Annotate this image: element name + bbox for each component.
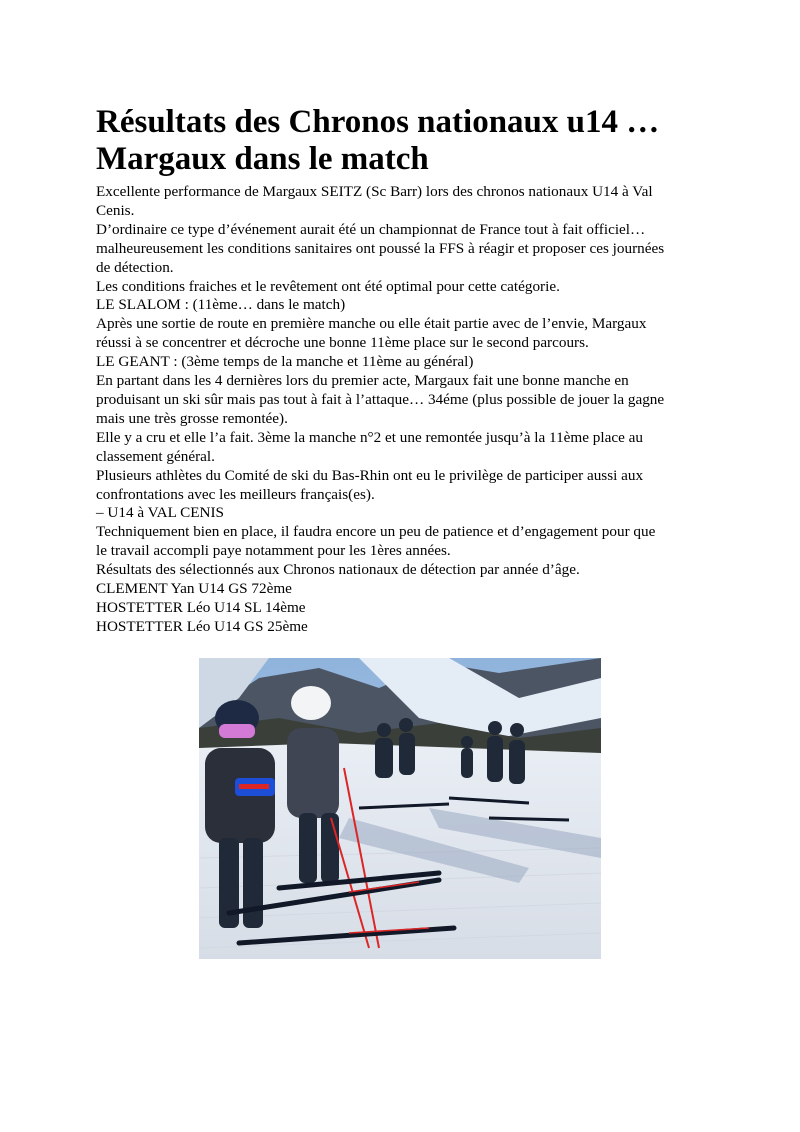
body-line: le travail accompli paye notamment pour les 1ères années. xyxy=(96,542,451,560)
body-line: Après une sortie de route en première manche ou elle était partie avec de l’envie, Margaux xyxy=(96,315,647,333)
body-line: LE SLALOM : (11ème… dans le match) xyxy=(96,296,346,314)
body-line: réussi à se concentrer et décroche une bonne 11ème place sur le second parcours. xyxy=(96,334,589,352)
body-line: de détection. xyxy=(96,258,174,276)
body-line: Cenis. xyxy=(96,201,135,219)
body-line: En partant dans les 4 dernières lors du premier acte, Margaux fait une bonne manche en xyxy=(96,372,629,390)
body-line: mais une très grosse remontée). xyxy=(96,409,288,427)
body-line: classement général. xyxy=(96,447,215,465)
body-line: LE GEANT : (3ème temps de la manche et 11ème au général) xyxy=(96,353,474,371)
body-line: malheureusement les conditions sanitaires ont poussé la FFS à réagir et proposer ces journées xyxy=(96,239,665,257)
body-line: HOSTETTER Léo U14 GS 25ème xyxy=(96,617,308,635)
body-line: Les conditions fraiches et le revêtement ont été optimal pour cette catégorie. xyxy=(96,277,560,295)
body-line: – U14 à VAL CENIS xyxy=(96,504,224,522)
ski-team-photo-illustration xyxy=(199,658,601,959)
body-line: D’ordinaire ce type d’événement aurait été un championnat de France tout à fait officiel… xyxy=(96,220,646,238)
article-title-line-2: Margaux dans le match xyxy=(96,141,429,177)
ski-team-photo xyxy=(199,658,601,959)
body-line: Résultats des sélectionnés aux Chronos nationaux de détection par année d’âge. xyxy=(96,561,580,579)
body-line: HOSTETTER Léo U14 SL 14ème xyxy=(96,598,306,616)
body-line: Elle y a cru et elle l’a fait. 3ème la manche n°2 et une remontée jusqu’à la 11ème place au xyxy=(96,428,643,446)
body-line: confrontations avec les meilleurs français(es). xyxy=(96,485,375,503)
body-line: produisant un ski sûr mais pas tout à fait à l’attaque… 34éme (plus possible de jouer la gagne xyxy=(96,390,665,408)
body-line: Plusieurs athlètes du Comité de ski du Bas-Rhin ont eu le privilège de participer aussi aux xyxy=(96,466,644,484)
body-line: CLEMENT Yan U14 GS 72ème xyxy=(96,580,292,598)
body-line: Excellente performance de Margaux SEITZ (Sc Barr) lors des chronos nationaux U14 à Val xyxy=(96,183,653,200)
article-title xyxy=(96,104,736,178)
body-line: Techniquement bien en place, il faudra encore un peu de patience et d’engagement pour que xyxy=(96,523,656,541)
article-title-line-1: Résultats des Chronos nationaux u14 … xyxy=(96,104,660,140)
article-body xyxy=(96,183,716,637)
